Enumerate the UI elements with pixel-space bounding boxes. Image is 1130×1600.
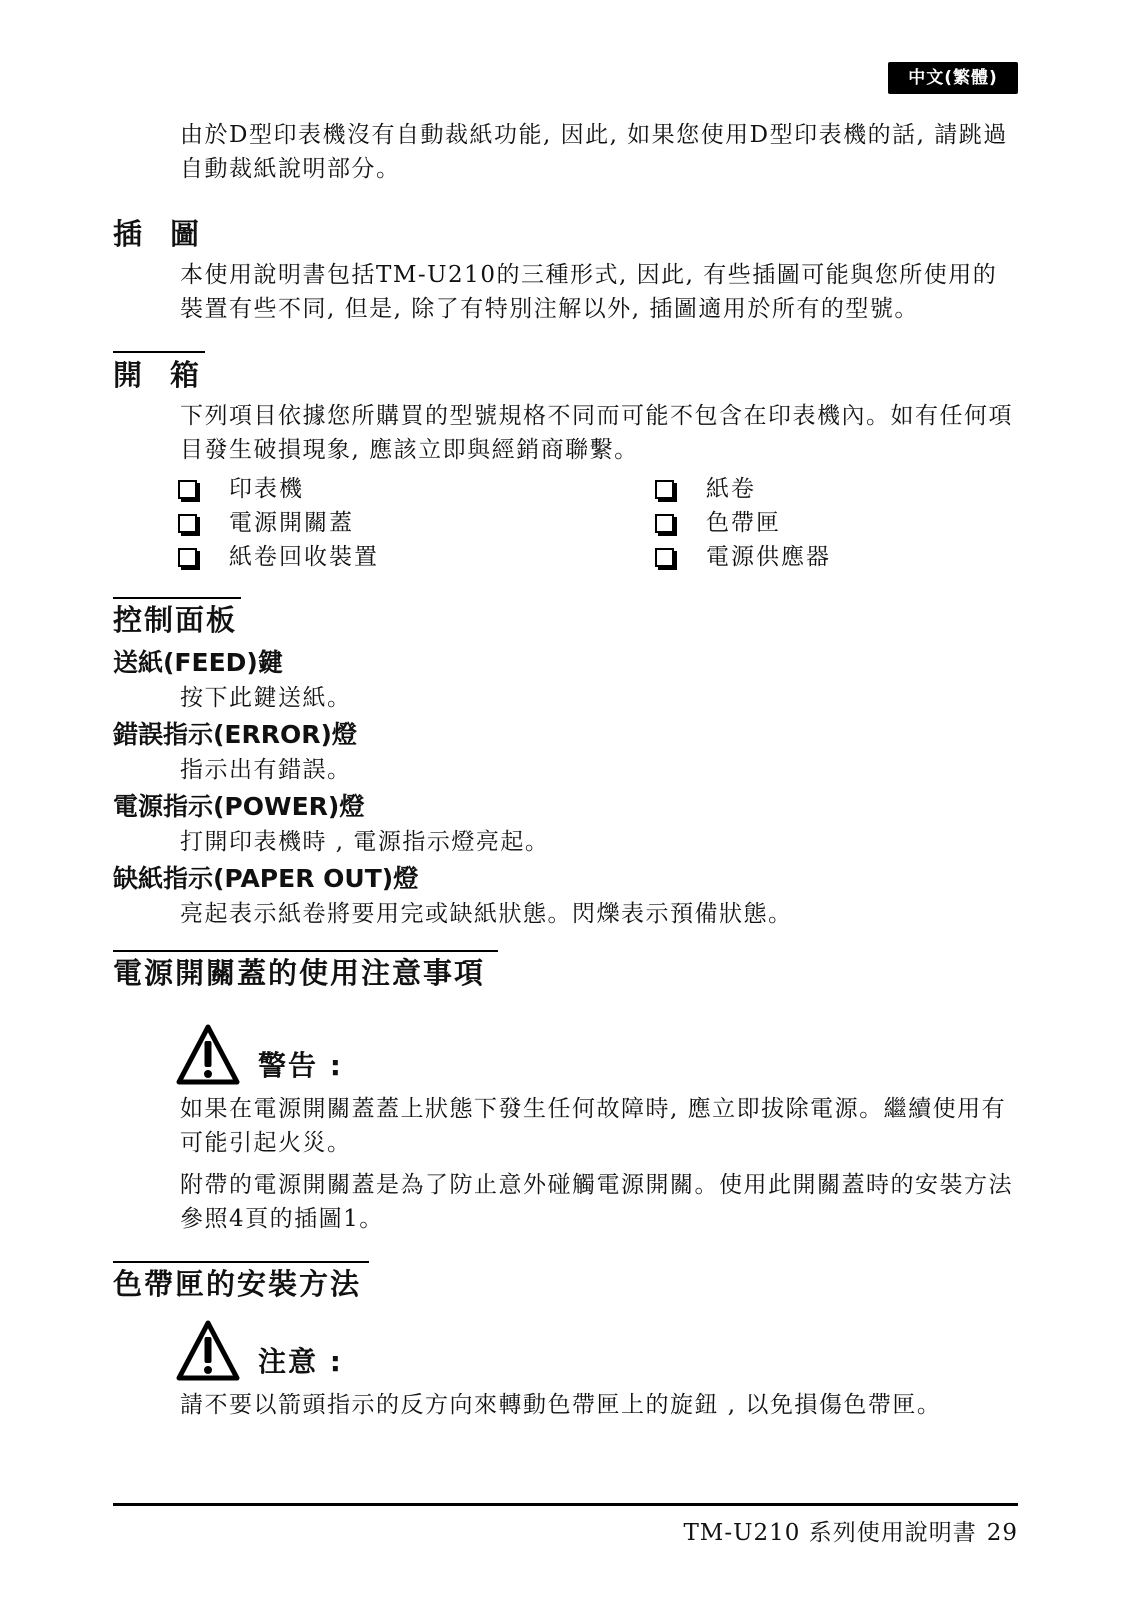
checklist-item [178,472,304,506]
manual-title: TM-U210 系列使用說明書 [683,1520,977,1546]
checklist-item [178,540,379,574]
illustrations-heading: 插圖 [113,217,228,251]
checklist-item-label: 紙卷回收裝置 [229,544,379,570]
checkbox-icon [655,514,674,533]
checklist-item [655,540,831,574]
checkbox-icon [178,480,197,499]
page-number: 29 [986,1520,1018,1546]
language-tab: 中文(繁體) [888,62,1018,94]
checkbox-icon [655,548,674,567]
section-rule [113,351,205,353]
power-light-title: 電源指示(POWER)燈 [113,792,365,821]
checkbox-icon [655,480,674,499]
caution-icon [176,1320,240,1382]
checklist-item [178,506,354,540]
warning-row [176,1024,343,1086]
ribbon-heading: 色帶匣的安裝方法 [113,1267,362,1301]
warning-label: 警告 : [258,1049,343,1082]
feed-button-title: 送紙(FEED)鍵 [113,648,283,677]
section-rule [113,597,241,599]
page-footer [673,1514,1018,1547]
footer-rule [113,1503,1018,1506]
paper-out-light-desc: 亮起表示紙卷將要用完或缺紙狀態。閃爍表示預備狀態。 [180,901,793,927]
checklist-item-label: 電源供應器 [706,544,831,570]
checklist-item-label: 電源開關蓋 [229,510,354,536]
unpacking-heading: 開箱 [113,358,228,392]
checklist-item [655,472,756,506]
caution-label: 注意 : [258,1345,343,1378]
control-panel-heading: 控制面板 [113,603,238,637]
error-light-desc: 指示出有錯誤。 [180,757,352,783]
power-light-desc: 打開印表機時 , 電源指示燈亮起。 [180,829,550,855]
paper-out-light-title: 缺紙指示(PAPER OUT)燈 [113,864,419,893]
unpacking-text: 下列項目依據您所購買的型號規格不同而可能不包含在印表機內。如有任何項目發生破損現象, 應該立即與經銷商聯繫。 [180,403,1013,463]
switch-cover-text: 附帶的電源開關蓋是為了防止意外碰觸電源開關。使用此開關蓋時的安裝方法參照4頁的插圖1。 [180,1172,1013,1232]
caution-text: 請不要以箭頭指示的反方向來轉動色帶匣上的旋鈕 , 以免損傷色帶匣。 [180,1392,942,1418]
error-light-title: 錯誤指示(ERROR)燈 [113,720,357,749]
checkbox-icon [178,514,197,533]
section-rule [113,950,498,952]
switch-cover-heading: 電源開關蓋的使用注意事項 [113,956,486,990]
checklist-item [655,506,781,540]
feed-button-desc: 按下此鍵送紙。 [180,685,352,711]
checkbox-icon [178,548,197,567]
caution-row [176,1320,343,1382]
checklist-item-label: 印表機 [229,476,304,502]
illustrations-text: 本使用說明書包括TM-U210的三種形式, 因此, 有些插圖可能與您所使用的裝置有些不同, 但是, 除了有特別注解以外, 插圖適用於所有的型號。 [180,262,998,322]
section-rule [113,1261,369,1263]
warning-text: 如果在電源開關蓋蓋上狀態下發生任何故障時, 應立即拔除電源。繼續使用有可能引起火災。 [180,1096,1007,1156]
intro-text: 由於D型印表機沒有自動裁紙功能, 因此, 如果您使用D型印表機的話, 請跳過自動裁紙說明部分。 [180,122,1008,182]
warning-icon [176,1024,240,1086]
checklist-item-label: 色帶匣 [706,510,781,536]
checklist-item-label: 紙卷 [706,476,756,502]
